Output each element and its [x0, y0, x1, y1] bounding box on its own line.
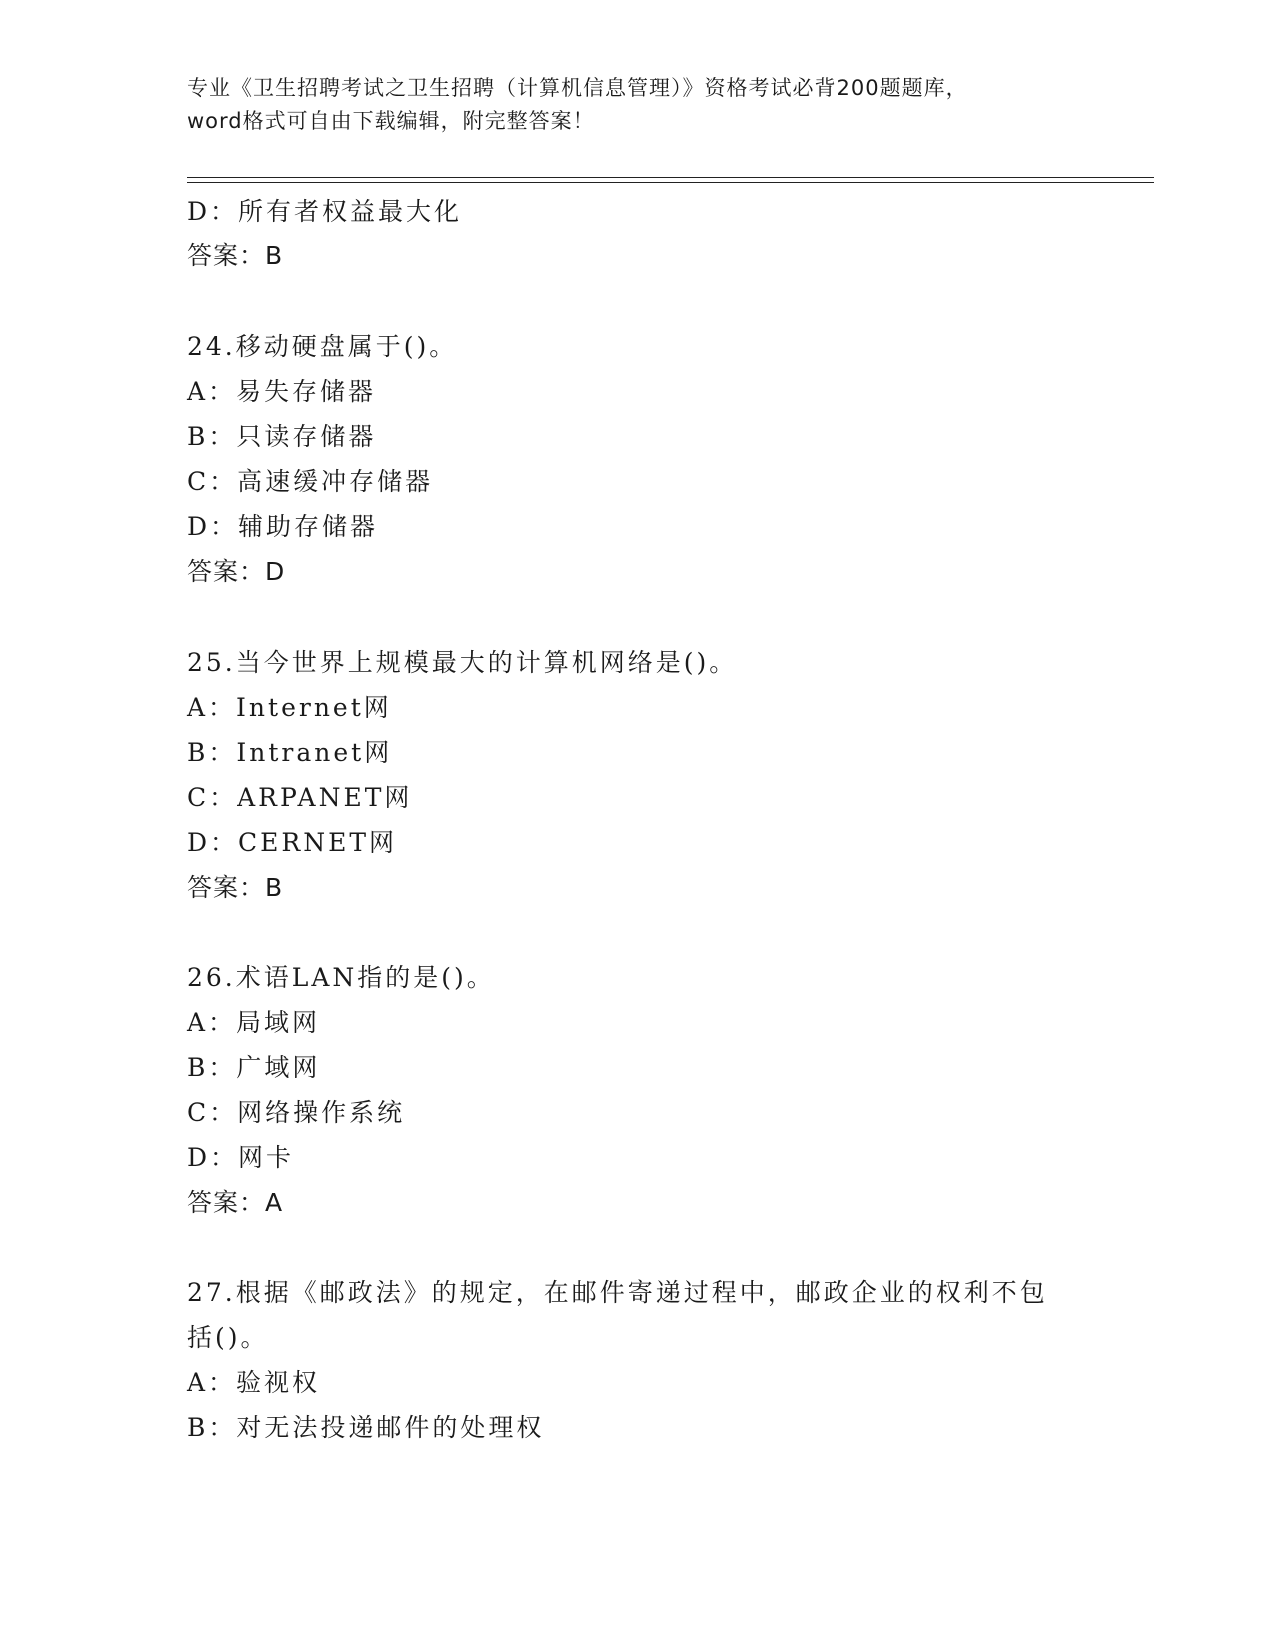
q24-answer: 答案：D [187, 557, 286, 586]
q26-option-c: C：网络操作系统 [187, 1098, 406, 1127]
q27-question-line-2: 括()。 [187, 1323, 269, 1352]
header-divider-bottom [187, 182, 1154, 183]
q24-question: 24.移动硬盘属于()。 [187, 332, 458, 361]
q25-option-b: B：Intranet网 [187, 738, 393, 767]
q26-option-d: D：网卡 [187, 1143, 295, 1172]
q26-answer: 答案：A [187, 1188, 284, 1217]
q24-option-d: D：辅助存储器 [187, 512, 379, 541]
q24-option-c: C：高速缓冲存储器 [187, 467, 434, 496]
q27-option-b: B：对无法投递邮件的处理权 [187, 1413, 545, 1442]
q23-answer: 答案：B [187, 241, 284, 270]
header-divider-top [187, 177, 1154, 178]
q26-option-b: B：广域网 [187, 1053, 321, 1082]
header-title-line-1: 专业《卫生招聘考试之卫生招聘（计算机信息管理）》资格考试必背200题题库， [187, 76, 968, 100]
q26-option-a: A：局域网 [187, 1008, 321, 1037]
q25-question: 25.当今世界上规模最大的计算机网络是()。 [187, 648, 738, 677]
q25-option-a: A：Internet网 [187, 693, 392, 722]
document-header [187, 72, 1087, 138]
q27-option-a: A：验视权 [187, 1368, 321, 1397]
q25-option-c: C：ARPANET网 [187, 783, 413, 812]
q24-option-a: A：易失存储器 [187, 377, 377, 406]
header-title-line-2: word格式可自由下载编辑，附完整答案！ [187, 109, 595, 133]
q24-option-b: B：只读存储器 [187, 422, 377, 451]
q27-question-line-1: 27.根据《邮政法》的规定，在邮件寄递过程中，邮政企业的权利不包 [187, 1278, 1048, 1307]
q25-answer: 答案：B [187, 873, 284, 902]
q23-option-d: D：所有者权益最大化 [187, 197, 463, 226]
q25-option-d: D：CERNET网 [187, 828, 398, 857]
q26-question: 26.术语LAN指的是()。 [187, 963, 495, 992]
